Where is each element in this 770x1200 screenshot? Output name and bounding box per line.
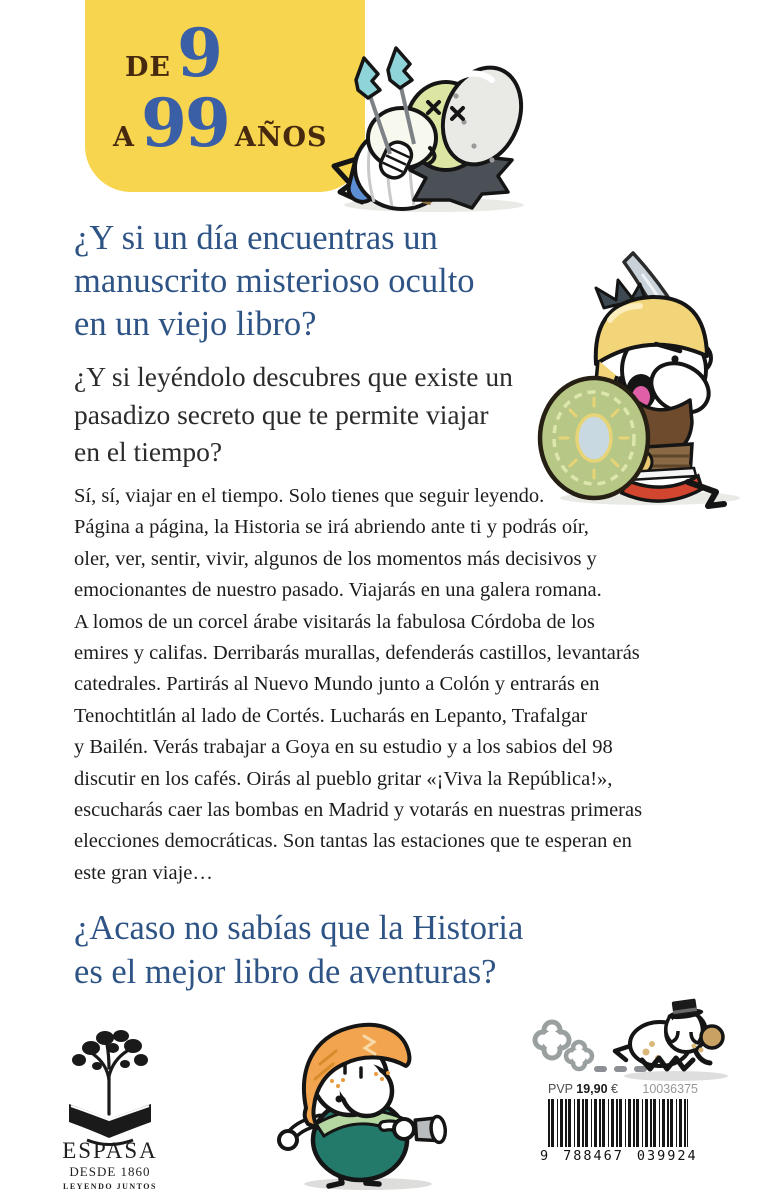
body-line: elecciones democráticas. Son tantas las estaciones que te esperan en <box>74 830 632 853</box>
shield-icon <box>540 378 648 498</box>
currency-symbol: € <box>611 1082 618 1096</box>
dog-nose <box>701 1026 723 1048</box>
body-line: oler, ver, sentir, vivir, algunos de los momentos más decisivos y <box>74 547 597 570</box>
isbn-group-1: 788467 <box>563 1148 624 1164</box>
pvp-label: PVP <box>548 1082 573 1096</box>
body-line: A lomos de un corcel árabe visitarás la fabulosa Córdoba de los <box>74 610 595 633</box>
age-word-de: DE <box>125 52 171 83</box>
price-label-group <box>548 1082 618 1096</box>
body-line: emires y califas. Derribarás murallas, defenderás castillos, levantarás <box>74 642 640 665</box>
internal-code: 10036375 <box>642 1082 698 1096</box>
body-line: catedrales. Partirás al Nuevo Mundo junto a Colón y entrarás en <box>74 673 600 696</box>
headline-bottom-line2: es el mejor libro de aventuras? <box>74 953 497 991</box>
age-word-a: A <box>113 122 135 153</box>
price-row <box>548 1082 698 1096</box>
question-line3: en el tiempo? <box>74 436 223 467</box>
isbn-digit-left: 9 <box>540 1148 551 1164</box>
roman-soldier-illustration <box>538 250 770 508</box>
body-line: y Bailén. Verás trabajar a Goya en su estudio y a los sabios del 98 <box>74 736 613 759</box>
boy-mouth <box>336 1096 343 1103</box>
publisher-motto: LEYENDO JUNTOS <box>63 1182 157 1191</box>
question-block <box>74 358 513 471</box>
age-row-2 <box>113 84 328 162</box>
age-number-99: 99 <box>140 84 229 162</box>
body-paragraph <box>74 481 642 889</box>
smoke-puff-icon <box>535 1022 569 1058</box>
dog-shadow <box>624 1071 728 1081</box>
body-line: escucharás caer las bombas en Madrid y votarás en nuestras primeras <box>74 799 643 822</box>
headline-top <box>74 217 475 346</box>
barcode <box>548 1099 688 1147</box>
headline-top-line3: en un viejo libro? <box>74 305 317 343</box>
body-line: Sí, sí, viajar en el tiempo. Solo tienes que seguir leyendo. <box>74 485 545 507</box>
isbn-group-2: 039924 <box>636 1148 698 1164</box>
barcode-digits <box>540 1148 698 1164</box>
smoke-puff-icon <box>566 1042 592 1069</box>
boy-hand <box>394 1119 414 1139</box>
headline-top-line1: ¿Y si un día encuentras un <box>74 219 438 257</box>
headline-bottom-line1: ¿Acaso no sabías que la Historia <box>74 909 524 947</box>
body-line: Tenochtitlán al lado de Cortés. Lucharás en Lepanto, Trafalgar <box>74 704 588 727</box>
publisher-logo <box>50 1018 170 1191</box>
price-value: 19,90 <box>576 1082 608 1096</box>
question-line2: pasadizo secreto que te permite viajar <box>74 398 489 430</box>
price-barcode-block <box>540 1082 698 1164</box>
boy-flashlight-illustration <box>268 1008 473 1193</box>
publisher-since: DESDE 1860 <box>69 1164 151 1179</box>
age-number-9: 9 <box>177 14 221 92</box>
question-line1: ¿Y si leyéndolo descubres que existe un <box>74 361 513 392</box>
dog-tail <box>615 1046 630 1060</box>
body-line: este gran viaje… <box>74 861 213 884</box>
body-line: Página a página, la Historia se irá abriendo ante ti y podrás oír, <box>74 516 589 539</box>
motion-dashes <box>594 1066 647 1072</box>
body-line: emocionantes de nuestro pasado. Viajarás en una galera romana. <box>74 579 602 602</box>
flashlight-icon <box>412 1112 450 1145</box>
dead-viking-illustration <box>322 50 534 218</box>
espasa-tree-logo <box>55 1018 165 1136</box>
headline-bottom <box>74 906 523 994</box>
publisher-name: ESPASA <box>62 1138 158 1163</box>
age-row-1 <box>125 14 227 92</box>
headline-top-line2: manuscrito misterioso oculto <box>74 262 475 300</box>
dog-hat-illustration <box>526 1000 766 1085</box>
age-word-anios: AÑOS <box>234 122 328 153</box>
body-line: discutir en los cafés. Oirás al pueblo gritar «¡Viva la República!», <box>74 767 613 790</box>
